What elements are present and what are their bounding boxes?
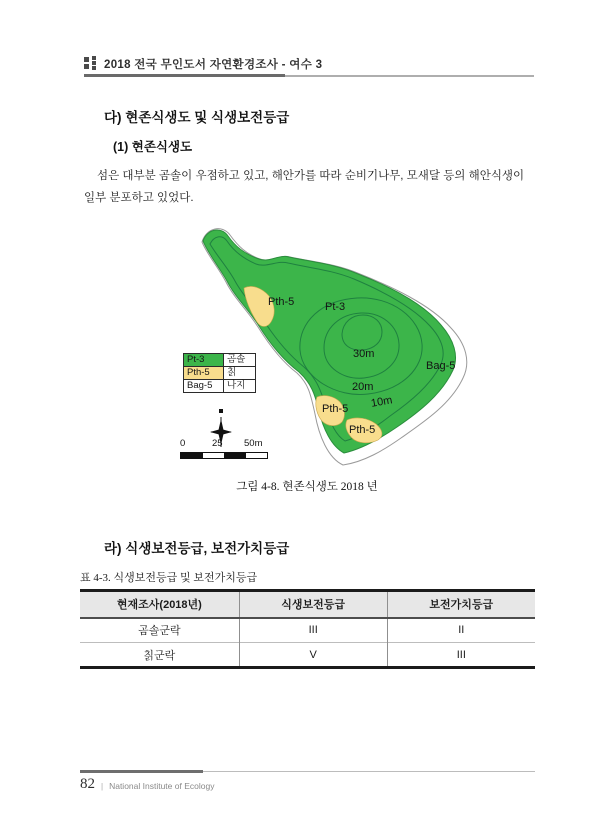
map-label-pt3: Pt-3 xyxy=(325,301,346,313)
scale-label-25: 25 xyxy=(212,438,223,449)
sub-heading-1: (1) 현존식생도 xyxy=(113,140,193,154)
map-label-pth5-west: Pth-5 xyxy=(268,296,295,308)
footer-rule-light xyxy=(203,771,535,772)
legend-label-pth5: 칡 xyxy=(224,367,256,380)
footer-institute: National Institute of Ecology xyxy=(109,781,215,791)
th-vegetation-grade: 식생보전등급 xyxy=(239,591,387,618)
table-caption: 표 4-3. 식생보전등급 및 보전가치등급 xyxy=(80,572,258,584)
cell-veg-grade-1: III xyxy=(239,618,387,643)
footer xyxy=(80,776,214,793)
scale-label-50: 50m xyxy=(244,438,263,449)
header-bullet-icon xyxy=(84,56,98,71)
map-label-30m: 30m xyxy=(353,348,375,360)
footer-rule-dark xyxy=(80,770,203,773)
table-row xyxy=(80,618,535,643)
legend-row-bag5 xyxy=(184,380,256,393)
table-row xyxy=(80,643,535,668)
section-heading-da: 다) 현존식생도 및 식생보전등급 xyxy=(104,110,290,125)
map-label-20m: 20m xyxy=(352,381,374,393)
footer-separator: | xyxy=(101,782,104,791)
map-label-pth5-south2: Pth-5 xyxy=(349,424,376,436)
map-legend xyxy=(183,353,256,393)
cell-community-2: 칡군락 xyxy=(80,643,239,668)
th-conservation-grade: 보전가치등급 xyxy=(387,591,535,618)
map-label-pth5-south1: Pth-5 xyxy=(322,403,349,415)
legend-label-bag5: 나지 xyxy=(224,380,256,393)
legend-row-pt3 xyxy=(184,354,256,367)
map-label-10m: 10m xyxy=(370,394,394,410)
map-label-bag5: Bag-5 xyxy=(426,360,456,372)
cell-veg-grade-2: V xyxy=(239,643,387,668)
cell-value-grade-2: III xyxy=(387,643,535,668)
body-paragraph: 섬은 대부분 곰솔이 우점하고 있고, 해안가를 따라 순비기나무, 모새달 등의 해안식생이 일부 분포하고 있었다. xyxy=(84,170,525,205)
legend-swatch-pth5: Pth-5 xyxy=(184,367,224,380)
scale-bar xyxy=(180,452,268,459)
header-rule-light xyxy=(285,75,534,77)
legend-label-pt3: 곰솔 xyxy=(224,354,256,367)
legend-swatch-pt3: Pt-3 xyxy=(184,354,224,367)
cell-value-grade-1: II xyxy=(387,618,535,643)
header-rule-dark xyxy=(84,74,285,77)
cell-community-1: 곰솔군락 xyxy=(138,625,181,638)
th-current-survey: 현재조사(2018년) xyxy=(80,591,239,618)
scale-label-0: 0 xyxy=(180,438,186,449)
section-heading-ra: 라) 식생보전등급, 보전가치등급 xyxy=(104,541,290,556)
table-header-row xyxy=(80,591,535,618)
figure-caption: 그림 4-8. 현존식생도 2018 년 xyxy=(236,481,378,493)
legend-row-pth5 xyxy=(184,367,256,380)
legend-swatch-bag5: Bag-5 xyxy=(184,380,224,393)
grade-table xyxy=(80,589,535,669)
vegetation-map-figure xyxy=(172,222,482,472)
running-header: 2018 전국 무인도서 자연환경조사 - 여수 3 xyxy=(104,59,323,71)
page-number: 82 xyxy=(80,776,95,792)
